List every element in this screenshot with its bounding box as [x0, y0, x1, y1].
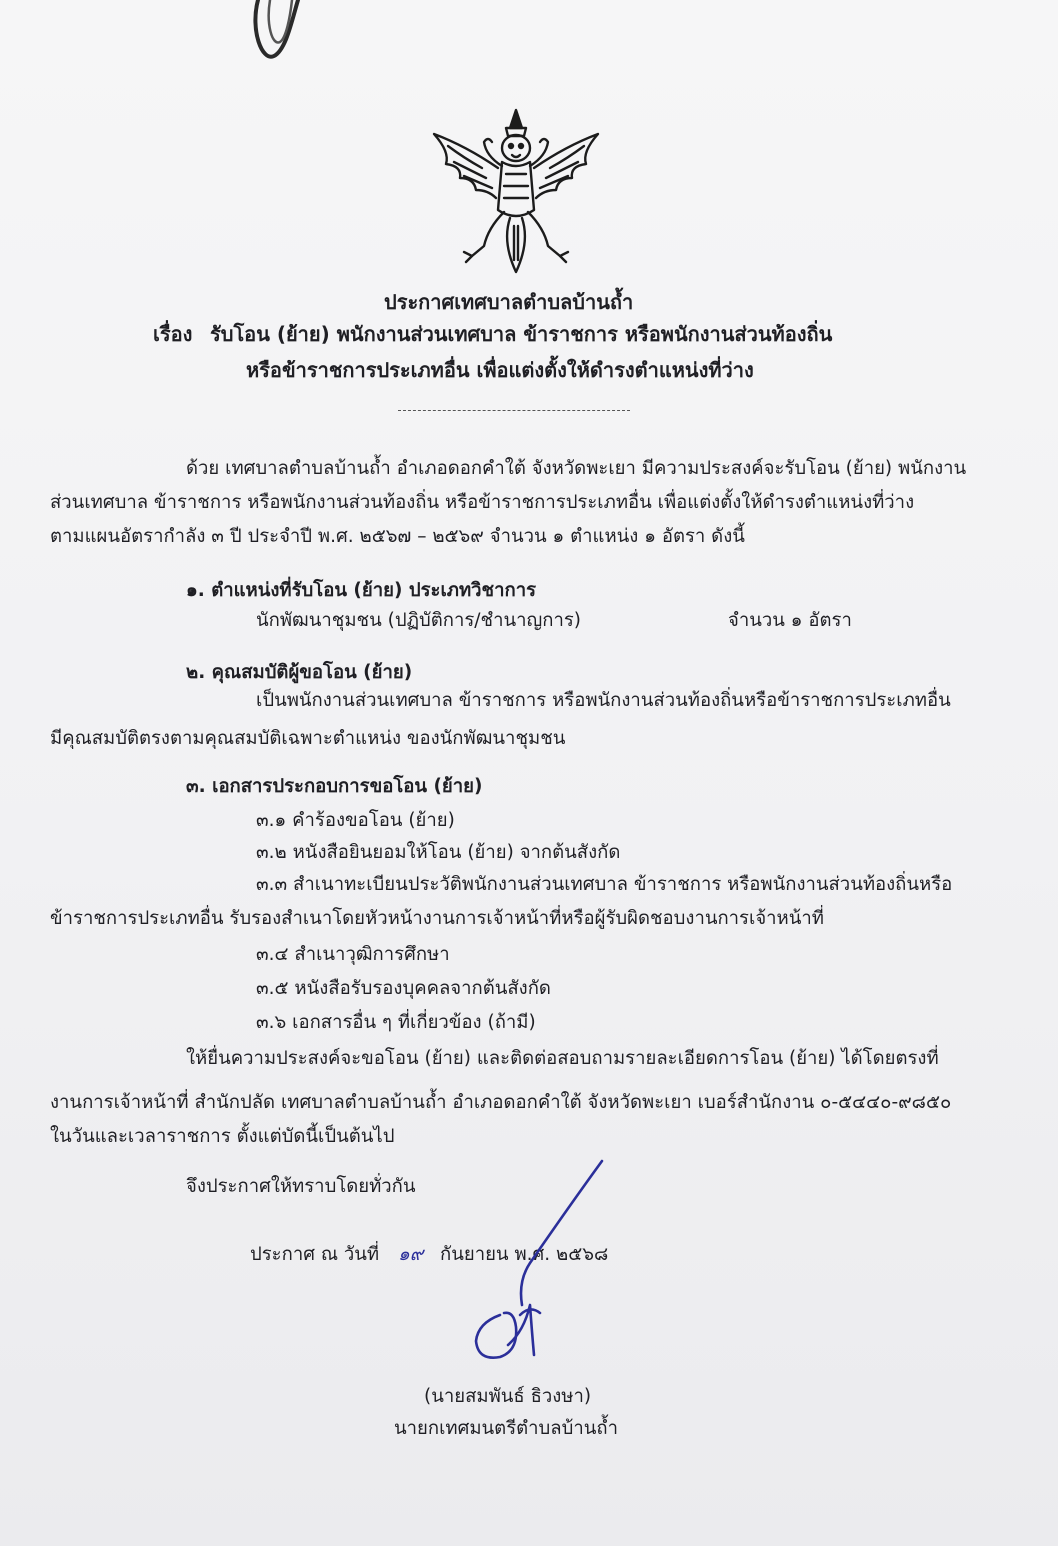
intro-line-3: ตามแผนอัตรากำลัง ๓ ปี ประจำปี พ.ศ. ๒๕๖๗ – ๒๕๖๙ จำนวน ๑ ตำแหน่ง ๑ อัตรา ดังนี้ — [50, 526, 745, 547]
dateline-day-handwritten: ๑๙ — [398, 1244, 424, 1265]
intro-line-1: ด้วย เทศบาลตำบลบ้านถ้ำ อำเภอดอกคำใต้ จังหวัดพะเยา มีความประสงค์จะรับโอน (ย้าย) พนักงาน — [186, 458, 967, 479]
announcement-org-title: ประกาศเทศบาลตำบลบ้านถ้ำ — [384, 290, 634, 314]
qualification-line-1: เป็นพนักงานส่วนเทศบาล ข้าราชการ หรือพนักงานส่วนท้องถิ่นหรือข้าราชการประเภทอื่น — [256, 690, 951, 711]
subject-line-1: รับโอน (ย้าย) พนักงานส่วนเทศบาล ข้าราชการ หรือพนักงานส่วนท้องถิ่น — [210, 322, 833, 346]
document-item-continuation: ข้าราชการประเภทอื่น รับรองสำเนาโดยหัวหน้างานการเจ้าหน้าที่หรือผู้รับผิดชอบงานการเจ้าหน้าที่ — [50, 908, 824, 929]
document-item: ๓.๖ เอกสารอื่น ๆ ที่เกี่ยวข้อง (ถ้ามี) — [256, 1012, 536, 1033]
signer-title: นายกเทศมนตรีตำบลบ้านถ้ำ — [394, 1418, 618, 1439]
subject-line-2: หรือข้าราชการประเภทอื่น เพื่อแต่งตั้งให้ดำรงตำแหน่งที่ว่าง — [246, 358, 754, 382]
intro-line-2: ส่วนเทศบาล ข้าราชการ หรือพนักงานส่วนท้องถิ่น หรือข้าราชการประเภทอื่น เพื่อแต่งตั้งให้ดำรงตำแหน่งที่ว่าง — [50, 492, 915, 513]
section-3-heading: ๓. เอกสารประกอบการขอโอน (ย้าย) — [186, 776, 483, 797]
subject-label: เรื่อง — [153, 322, 193, 346]
paperclip-icon — [240, 0, 320, 70]
document-item: ๓.๓ สำเนาทะเบียนประวัติพนักงานส่วนเทศบาล ข้าราชการ หรือพนักงานส่วนท้องถิ่นหรือ — [256, 874, 953, 895]
document-item: ๓.๕ หนังสือรับรองบุคคลจากต้นสังกัด — [256, 978, 551, 999]
document-item: ๓.๑ คำร้องขอโอน (ย้าย) — [256, 810, 455, 831]
garuda-emblem-icon — [426, 106, 606, 278]
position-count: จำนวน ๑ อัตรา — [728, 610, 852, 631]
signer-name: (นายสมพันธ์ ธิวงษา) — [424, 1386, 592, 1407]
dateline-prefix: ประกาศ ณ วันที่ — [250, 1244, 380, 1265]
closing-statement: จึงประกาศให้ทราบโดยทั่วกัน — [186, 1176, 416, 1197]
dateline-month-year: กันยายน พ.ศ. ๒๕๖๘ — [440, 1244, 609, 1265]
document-item: ๓.๒ หนังสือยินยอมให้โอน (ย้าย) จากต้นสังกัด — [256, 842, 621, 863]
qualification-line-2: มีคุณสมบัติตรงตามคุณสมบัติเฉพาะตำแหน่ง ของนักพัฒนาชุมชน — [50, 728, 566, 749]
section-1-heading: ๑. ตำแหน่งที่รับโอน (ย้าย) ประเภทวิชาการ — [186, 580, 537, 601]
document-item: ๓.๔ สำเนาวุฒิการศึกษา — [256, 944, 450, 965]
signature-icon — [460, 1155, 610, 1375]
contact-line-1: ให้ยื่นความประสงค์จะขอโอน (ย้าย) และติดต่อสอบถามรายละเอียดการโอน (ย้าย) ได้โดยตรงที่ — [186, 1048, 939, 1069]
contact-line-2: งานการเจ้าหน้าที่ สำนักปลัด เทศบาลตำบลบ้านถ้ำ อำเภอดอกคำใต้ จังหวัดพะเยา เบอร์สำนักงาน ๐-๕๔๔๐-๙๘๕๐ — [50, 1092, 952, 1113]
header-separator — [398, 410, 630, 411]
section-2-heading: ๒. คุณสมบัติผู้ขอโอน (ย้าย) — [186, 662, 413, 683]
contact-line-3: ในวันและเวลาราชการ ตั้งแต่บัดนี้เป็นต้นไป — [50, 1126, 395, 1147]
position-name: นักพัฒนาชุมชน (ปฏิบัติการ/ชำนาญการ) — [256, 610, 582, 631]
